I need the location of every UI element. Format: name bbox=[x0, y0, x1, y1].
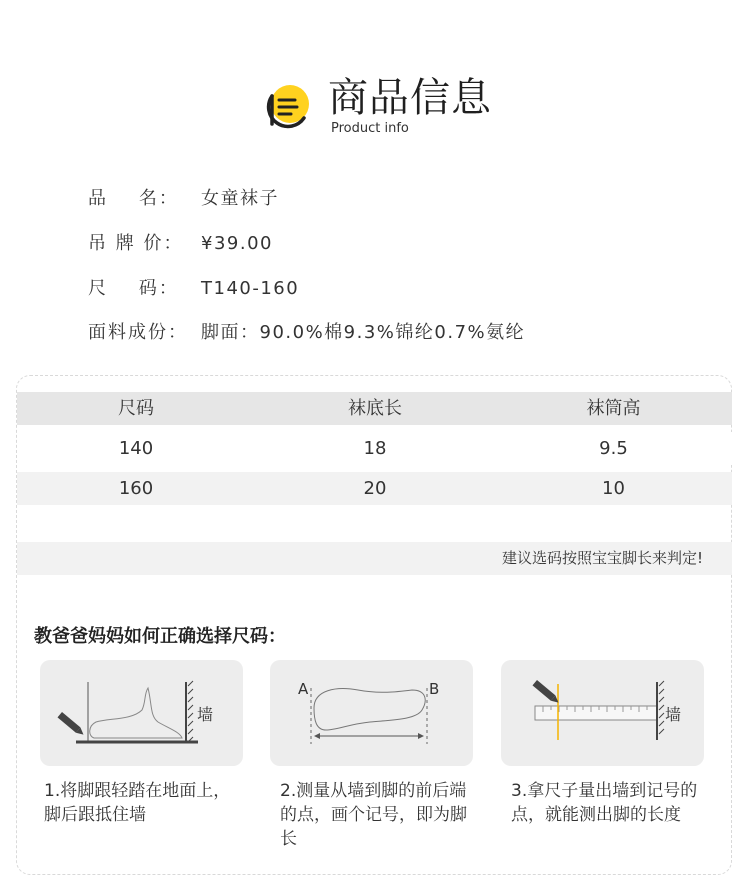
table-cell: 140 bbox=[118, 438, 154, 459]
table-header bbox=[17, 392, 732, 425]
table-cell: 20 bbox=[363, 478, 387, 499]
table-cell: 9.5 bbox=[599, 438, 628, 459]
foot-wall-illustration bbox=[40, 660, 243, 766]
wall-label: 墙 bbox=[665, 705, 682, 724]
info-value: 脚面：90.0%棉9.3%锦纶0.7%氨纶 bbox=[201, 322, 526, 343]
measure-card-1 bbox=[40, 660, 243, 766]
foot-outline-illustration bbox=[270, 660, 473, 766]
measure-step-1: 1.将脚跟轻踏在地面上，脚后跟抵住墙 bbox=[44, 781, 231, 825]
info-label: 吊 牌 价： bbox=[88, 233, 184, 254]
column-header: 尺码 bbox=[118, 398, 154, 419]
info-label: 尺 码： bbox=[88, 278, 179, 299]
measure-step-2: 2.测量从墙到脚的前后端的点，画个记号，即为脚长 bbox=[280, 781, 467, 849]
point-b-label: B bbox=[429, 680, 440, 698]
info-value: T140-160 bbox=[201, 278, 300, 299]
page-subtitle: Product info bbox=[331, 121, 409, 136]
table-row bbox=[17, 472, 732, 505]
column-header: 袜筒高 bbox=[586, 398, 641, 419]
info-value: ¥39.00 bbox=[201, 233, 273, 254]
size-advice-bar bbox=[17, 542, 732, 575]
column-header: 袜底长 bbox=[348, 398, 402, 419]
measure-title: 教爸爸妈妈如何正确选择尺码： bbox=[34, 626, 286, 647]
table-cell: 18 bbox=[363, 438, 387, 459]
measure-card-2 bbox=[270, 660, 473, 766]
document-icon bbox=[264, 84, 314, 130]
ruler-illustration bbox=[501, 660, 704, 766]
table-cell: 160 bbox=[118, 478, 154, 499]
info-label: 品 名： bbox=[88, 188, 179, 209]
table-cell: 10 bbox=[602, 478, 625, 499]
wall-label: 墙 bbox=[197, 705, 214, 724]
table-row bbox=[17, 432, 732, 465]
info-label: 面料成份： bbox=[88, 322, 188, 343]
point-a-label: A bbox=[298, 680, 309, 698]
size-advice-text: 建议选码按照宝宝脚长来判定! bbox=[501, 549, 703, 567]
measure-card-3 bbox=[501, 660, 704, 766]
page-title: 商品信息 bbox=[328, 75, 492, 121]
info-value: 女童袜子 bbox=[201, 188, 279, 209]
measure-step-3: 3.拿尺子量出墙到记号的点，就能测出脚的长度 bbox=[511, 781, 698, 825]
